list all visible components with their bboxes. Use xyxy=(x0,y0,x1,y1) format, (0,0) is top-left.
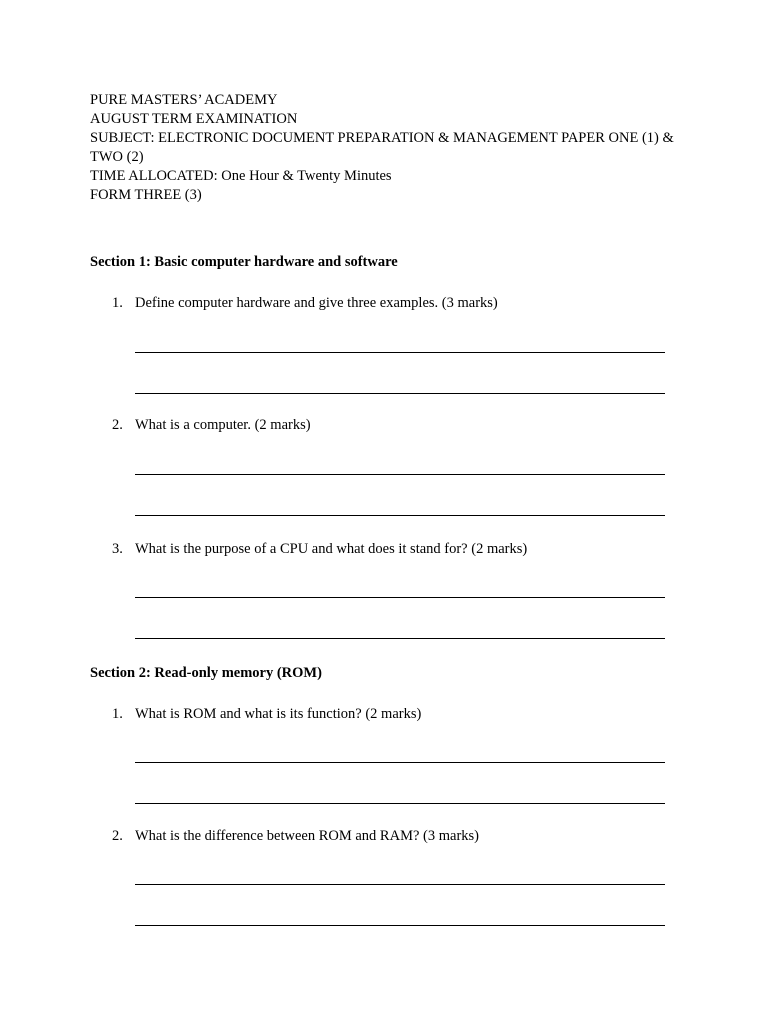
question-number: 2. xyxy=(112,828,123,844)
question-number: 1. xyxy=(112,706,123,722)
question-number: 3. xyxy=(112,541,123,557)
question-text: What is the purpose of a CPU and what does it stand for? (2 marks) xyxy=(135,541,528,557)
question-number: 2. xyxy=(112,417,123,433)
answer-line[interactable] xyxy=(135,393,665,394)
time-allocated: TIME ALLOCATED: One Hour & Twenty Minutes xyxy=(90,168,392,184)
section-1-title: Section 1: Basic computer hardware and software xyxy=(90,254,398,270)
answer-line[interactable] xyxy=(135,762,665,763)
question-text: What is a computer. (2 marks) xyxy=(135,417,311,433)
answer-line[interactable] xyxy=(135,925,665,926)
exam-title: AUGUST TERM EXAMINATION xyxy=(90,111,298,127)
section-1-question-3 xyxy=(90,540,665,559)
answer-line[interactable] xyxy=(135,803,665,804)
section-2-question-2 xyxy=(90,827,665,846)
question-text: What is the difference between ROM and RAM? (3 marks) xyxy=(135,828,479,844)
question-text: What is ROM and what is its function? (2 marks) xyxy=(135,706,422,722)
answer-line[interactable] xyxy=(135,515,665,516)
answer-line[interactable] xyxy=(135,352,665,353)
question-number: 1. xyxy=(112,295,123,311)
question-text: Define computer hardware and give three examples. (3 marks) xyxy=(135,295,498,311)
section-2-title: Section 2: Read-only memory (ROM) xyxy=(90,665,322,681)
answer-line[interactable] xyxy=(135,597,665,598)
exam-page xyxy=(90,91,674,926)
exam-header xyxy=(90,91,674,205)
answer-line[interactable] xyxy=(135,638,665,639)
answer-line[interactable] xyxy=(135,884,665,885)
answer-line[interactable] xyxy=(135,474,665,475)
section-1-question-2 xyxy=(90,416,665,435)
subject-line: SUBJECT: ELECTRONIC DOCUMENT PREPARATION & MANAGEMENT PAPER ONE (1) & xyxy=(90,130,674,146)
section-2-question-1 xyxy=(90,705,665,724)
subject-line-continued: TWO (2) xyxy=(90,149,144,165)
form-level: FORM THREE (3) xyxy=(90,187,202,203)
section-1-question-1 xyxy=(90,294,665,313)
school-name: PURE MASTERS’ ACADEMY xyxy=(90,92,278,108)
